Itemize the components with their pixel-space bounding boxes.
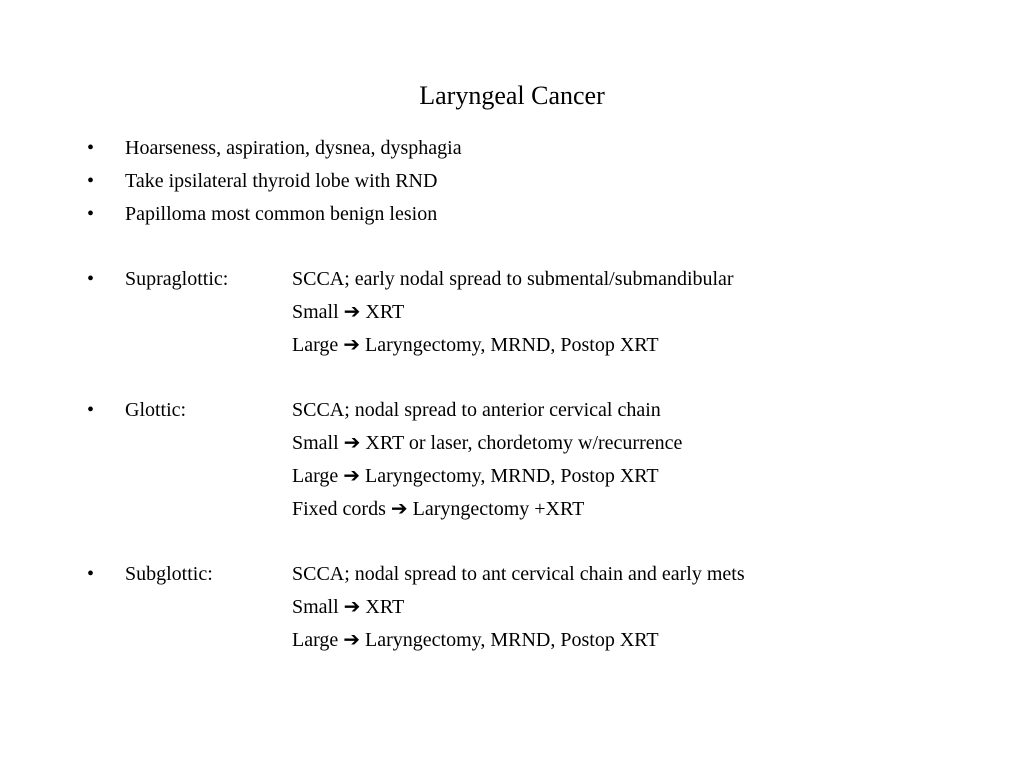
bullet-text: Take ipsilateral thyroid lobe with RND xyxy=(125,170,438,192)
section-line: Small ➔ XRT xyxy=(292,596,405,618)
section-line: SCCA; early nodal spread to submental/submandibular xyxy=(292,268,734,290)
section-line: Large ➔ Laryngectomy, MRND, Postop XRT xyxy=(292,465,659,487)
bullet-marker: • xyxy=(87,137,95,159)
section-line: SCCA; nodal spread to anterior cervical chain xyxy=(292,399,661,421)
section-line: Fixed cords ➔ Laryngectomy +XRT xyxy=(292,498,585,520)
bullet-marker: • xyxy=(87,563,95,585)
bullet-text: Hoarseness, aspiration, dysnea, dysphagia xyxy=(125,137,462,159)
bullet-marker: • xyxy=(87,399,95,421)
section-line: Large ➔ Laryngectomy, MRND, Postop XRT xyxy=(292,629,659,651)
bullet-marker: • xyxy=(87,170,95,192)
bullet-text: Papilloma most common benign lesion xyxy=(125,203,438,225)
bullet-marker: • xyxy=(87,268,95,290)
section-label: Glottic: xyxy=(125,399,187,421)
slide-title: Laryngeal Cancer xyxy=(419,81,605,110)
section-line: Large ➔ Laryngectomy, MRND, Postop XRT xyxy=(292,334,659,356)
section-line: Small ➔ XRT xyxy=(292,301,405,323)
section-label: Subglottic: xyxy=(125,563,213,585)
section-line: SCCA; nodal spread to ant cervical chain and early mets xyxy=(292,563,745,585)
section-line: Small ➔ XRT or laser, chordetomy w/recurrence xyxy=(292,432,683,454)
section-label: Supraglottic: xyxy=(125,268,229,290)
bullet-marker: • xyxy=(87,203,95,225)
